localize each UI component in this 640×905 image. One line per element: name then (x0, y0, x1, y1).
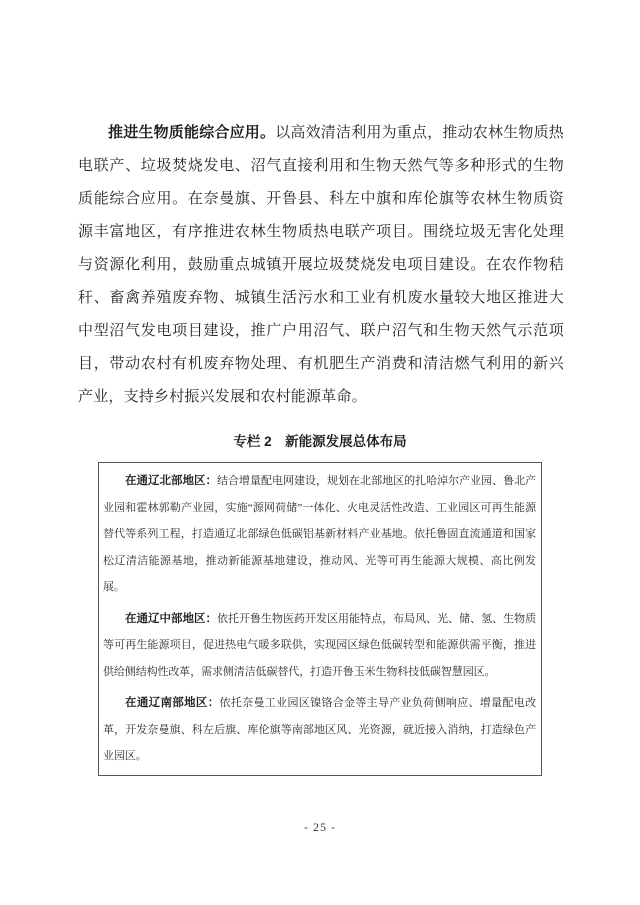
callout-paragraph-north (103, 468, 536, 601)
callout-paragraph-central (103, 606, 536, 686)
callout-title-label: 专栏 2 (233, 434, 272, 449)
callout-title-text: 新能源发展总体布局 (285, 434, 407, 449)
page-number: - 25 - (304, 820, 336, 834)
main-paragraph (78, 116, 564, 414)
callout-paragraph-south-lead: 在通辽南部地区： (125, 697, 220, 709)
callout-paragraph-south (103, 690, 536, 770)
main-paragraph-body: 以高效清洁利用为重点，推动农林生物质热电联产、垃圾焚烧发电、沼气直接利用和生物天然气等多种形式的生物质能综合应用。在奈曼旗、开鲁县、科左中旗和库伦旗等农林生物质资源丰富地区，有序推进农林生物质热电联产项目。围绕垃圾无害化处理与资源化利用，鼓励重点城镇开展垃圾焚烧发电项目建设。在农作物秸秆、畜禽养殖废弃物、城镇生活污水和工业有机废水量较大地区推进大中型沼气发电项目建设，推广户用沼气、联户沼气和生物天然气示范项目，带动农村有机废弃物处理、有机肥生产消费和清洁燃气利用的新兴产业，支持乡村振兴发展和农村能源革命。 (78, 125, 565, 405)
callout-box (98, 462, 542, 776)
callout-title (0, 433, 640, 451)
callout-paragraph-north-body: 结合增量配电网建设，规划在北部地区的扎哈淖尔产业园、鲁北产业园和霍林郭勒产业园，实施“源网荷储”一体化、火电灵活性改造、工业园区可再生能源替代等系列工程，打造通辽北部绿色低碳铝基新材料产业基地。依托鲁固直流通道和国家松辽清洁能源基地，推动新能源基地建设，推动风、光等可再生能源大规模、高比例发展。 (103, 475, 536, 593)
callout-paragraph-central-lead: 在通辽中部地区： (125, 612, 218, 625)
callout-paragraph-central-body: 依托开鲁生物医药开发区用能特点，布局风、光、储、氢、生物质等可再生能源项目，促进热电气暖多联供，实现园区绿色低碳转型和能源供需平衡，推进供给侧结构性改革，需求侧清洁低碳替代，打造开鲁玉米生物科技低碳智慧园区。 (103, 612, 536, 678)
main-paragraph-lead: 推进生物质能综合应用。 (108, 124, 276, 141)
callout-paragraph-south-body: 依托奈曼工业园区镍铬合金等主导产业负荷侧响应、增量配电改革，开发奈曼旗、科左后旗、库伦旗等南部地区风、光资源，就近接入消纳，打造绿色产业园区。 (103, 697, 537, 762)
callout-paragraph-north-lead: 在通辽北部地区： (125, 475, 218, 487)
